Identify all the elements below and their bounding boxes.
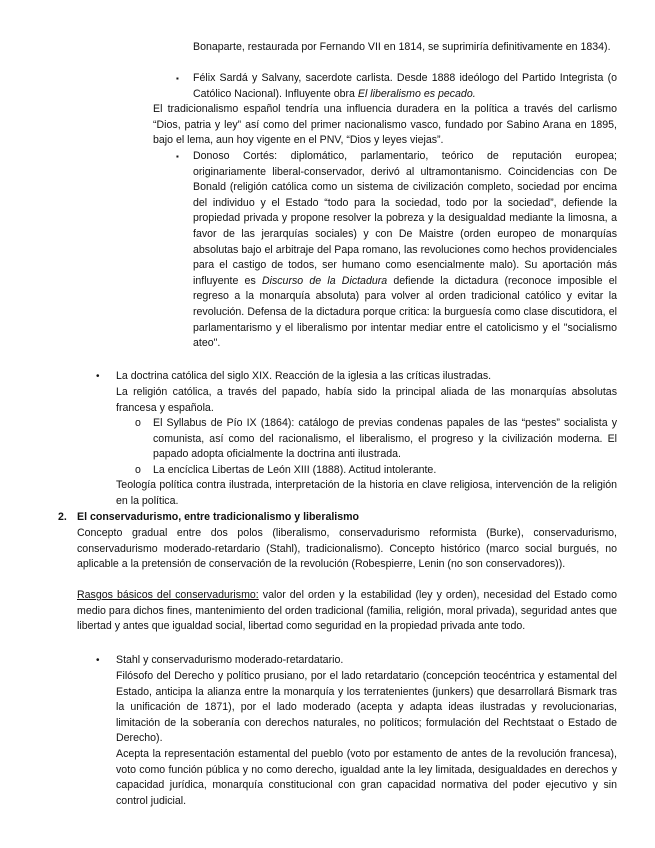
- rasgos-text: valor del orden y la estabilidad (ley y orden), necesidad del Estado como medio para dichos fines, mantenimiento del orden tradicional (familia, religión, moral privada), seguridad antes que libertad y antes que igualdad social, libertad como seguridad en la propiedad privada ante todo.: [77, 589, 617, 633]
- concepto-paragraph: Concepto gradual entre dos polos (liberalismo, conservadurismo reformista (Burke), conservadurismo, conservadurismo moderado-retardario (Stahl), tradicionalismo). Concepto histórico (marco social burgués, no aplicable a la pretensión de conservación de la revolución (Robespierre, Lenin (no son conservadores)).: [77, 527, 617, 571]
- section-number: 2.: [58, 511, 67, 523]
- doctrina-heading: La doctrina católica del siglo XIX. Reacción de la iglesia a las críticas ilustradas.: [116, 370, 492, 382]
- square-bullet-icon: ▪: [176, 152, 179, 161]
- rasgos-paragraph: [77, 588, 617, 635]
- hollow-bullet-icon: o: [135, 417, 141, 429]
- hollow-bullet-icon: o: [135, 464, 141, 476]
- section-title: El conservadurismo, entre tradicionalismo y liberalismo: [77, 511, 360, 523]
- teologia-paragraph: Teología política contra ilustrada, interpretación de la historia en clave religiosa, intervención de la religión en la política.: [116, 479, 617, 507]
- stahl-paragraph-1: Filósofo del Derecho y político prusiano, por el lado retardatario (concepción teocéntrica y estamental del Estado, anticipa la alianza entre la monarquía y los terratenientes (junkers) que desarrollará Bismark tras la unificación de 1871), por el lado moderado (acepta y adapta ideas ilustradas y revolucionarias, limitación de la soberanía con derechos naturales, no políticos; formulación del Rechtstaat o Estado de Derecho).: [116, 670, 617, 745]
- stahl-paragraph-2: Acepta la representación estamental del pueblo (voto por estamento de antes de la revolución francesa), voto como función pública y no como derecho, igualdad ante la ley limitada, desigualdades en derechos y capacidad jurídica, monarquía constitucional con gran capacidad normativa del poder ejecutivo y sin control judicial.: [116, 748, 617, 807]
- sarda-paragraph: [193, 71, 617, 102]
- donoso-work-title: Discurso de la Dictadura: [261, 274, 388, 287]
- dot-bullet-icon: •: [96, 655, 100, 666]
- donoso-text-a: Donoso Cortés: diplomático, parlamentario, teórico de reputación europea; originariamente liberal-conservador, derivó al ultramontanismo. Coincidencias con De Bonald (religión católica como un sistema de civilización completo, sociedad por encima del individuo y el Estado “todo para la sociedad, todo por la sociedad”, defiende la propiedad privada y propone resolver la pobreza y la desigualdad mediante la limosna, a favor de las jerarquías sociales) y con De Maistre (orden europeo de monarquías absolutas bajo el arbitraje del Papa romano, las revoluciones como hechos providenciales para el castigo de todos, ser humano como esencialmente malo). Su aportación más influyente es: [193, 150, 617, 287]
- syllabus-paragraph: El Syllabus de Pío IX (1864): catálogo de previas condenas papales de las “pestes” socialista y comunista, así como del racionalismo, el liberalismo, el progreso y la civilización moderna. El papado adopta oficialmente la doctrina anti ilustrada.: [153, 417, 617, 461]
- sarda-work-title: El liberalismo es pecado.: [357, 87, 476, 100]
- dot-bullet-icon: •: [96, 371, 100, 382]
- doctrina-body: La religión católica, a través del papado, había sido la principal aliada de las monarquías absolutas francesa y española.: [116, 386, 617, 414]
- donoso-paragraph: [193, 149, 617, 352]
- sarda-text: Félix Sardá y Salvany, sacerdote carlista. Desde 1888 ideólogo del Partido Integrista (o Católico Nacional). Influyente obra: [193, 72, 617, 100]
- tradicionalismo-paragraph: El tradicionalismo español tendría una influencia duradera en la política a través del carlismo “Dios, patria y ley” así como del primer nacionalismo vasco, fundado por Sabino Arana en 1895, bajo el lema, aun hoy vigente en el PNV, “Dios y leyes viejas”.: [153, 103, 617, 147]
- enciclica-paragraph: La encíclica Libertas de León XIII (1888). Actitud intolerante.: [153, 464, 437, 476]
- stahl-heading: Stahl y conservadurismo moderado-retardatario.: [116, 654, 344, 666]
- bonaparte-paragraph: Bonaparte, restaurada por Fernando VII en 1814, se suprimiría definitivamente en 1834).: [193, 41, 611, 53]
- rasgos-label: Rasgos básicos del conservadurismo:: [77, 589, 259, 601]
- square-bullet-icon: ▪: [176, 74, 179, 83]
- donoso-text-b: defiende la dictadura (reconoce imposible el regreso a la monarquía absoluta) para volver al orden tradicional católico y evitar la revolución. Defensa de la dictadura porque critica: la burguesía como clase discutidora, el parlamentarismo y el liberalismo por intentar mediar entre el catolicismo y el "socialismo ateo".: [193, 274, 617, 350]
